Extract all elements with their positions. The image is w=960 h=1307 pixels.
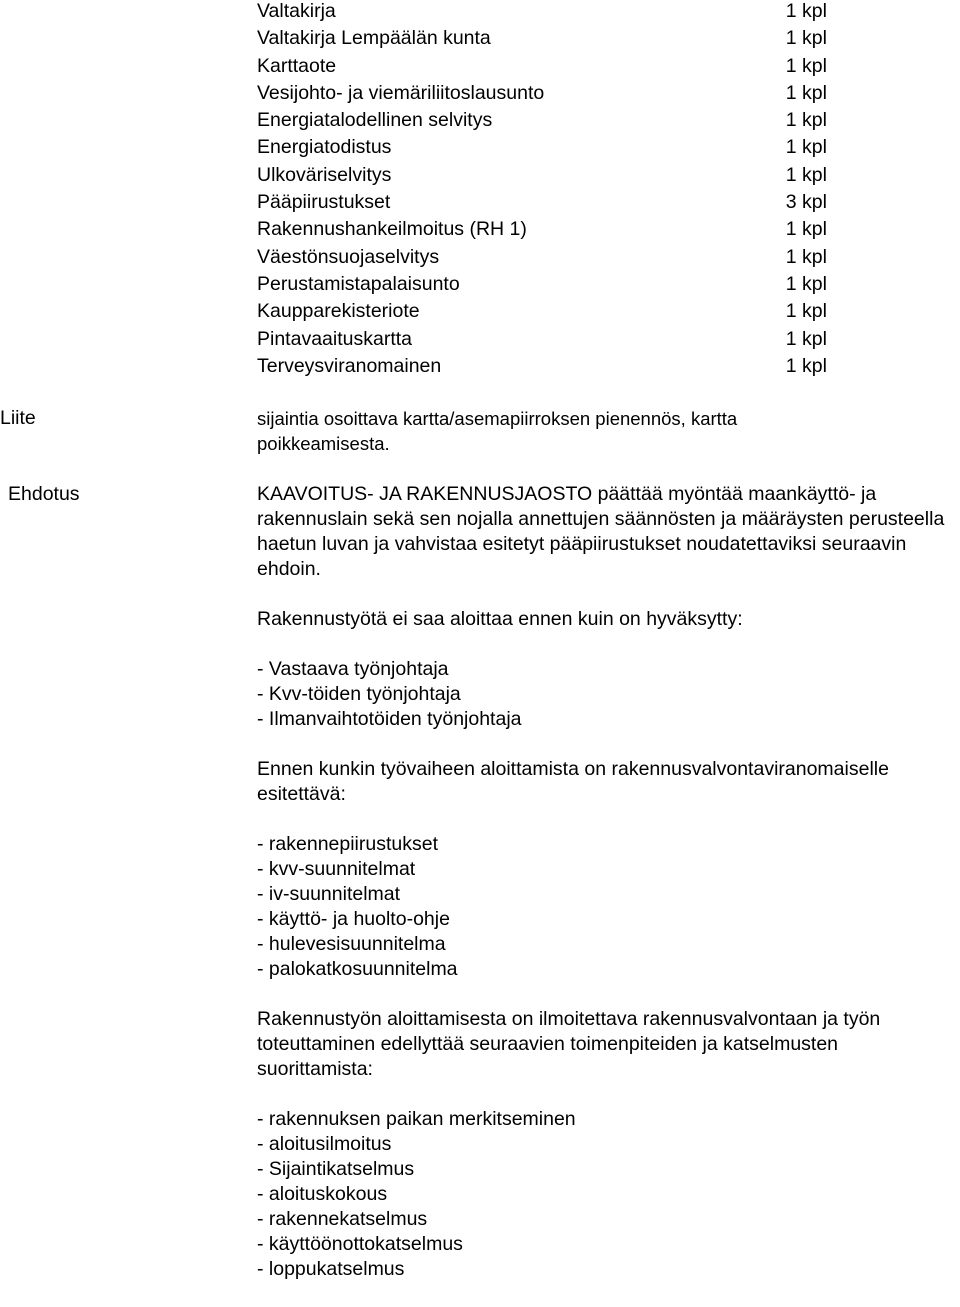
liite-text: sijaintia osoittava kartta/asemapiirroksen pienennös, kartta poikkeamisesta. [257,408,738,454]
attachment-name: Valtakirja Lempäälän kunta [257,27,491,50]
attachment-name: Karttaote [257,54,337,77]
list-item: - rakennepiirustukset [257,833,439,855]
attachment-row [257,353,827,380]
list-item: - aloituskokous [257,1183,388,1205]
attachment-row [257,244,827,271]
attachment-row [257,326,827,353]
attachment-quantity: 1 kpl [785,327,827,350]
attachment-row [257,189,827,216]
attachment-row [257,162,827,189]
attachment-quantity: 1 kpl [785,300,827,323]
attachment-quantity: 3 kpl [785,191,827,214]
plan-list [257,832,957,982]
supervisor-list [257,657,957,732]
attachment-name: Perustamistapalaisunto [257,272,460,295]
attachment-name: Terveysviranomainen [257,354,442,377]
list-item: - aloitusilmoitus [257,1133,392,1155]
decision-paragraph: KAAVOITUS- JA RAKENNUSJAOSTO päättää myöntää maankäyttö- ja rakennuslain sekä sen nojalla annettujen säännösten ja määräysten perusteella haetun luvan ja vahvistaa esitetyt pääpiirustukset noudatettaviksi seuraavin ehdoin. [257,483,945,580]
attachment-row [257,53,827,80]
attachment-row [257,271,827,298]
liite-label: Liite [0,407,36,429]
attachment-quantity: 1 kpl [785,136,827,159]
attachment-quantity: 1 kpl [785,109,827,132]
attachment-name: Energiatodistus [257,136,392,159]
attachment-name: Pintavaaituskartta [257,327,413,350]
attachment-quantity: 1 kpl [785,81,827,104]
list-item: - Kvv-töiden työnjohtaja [257,683,461,705]
attachment-quantity: 1 kpl [785,354,827,377]
list-item: - Sijaintikatselmus [257,1158,415,1180]
attachment-row [257,298,827,325]
attachment-name: Pääpiirustukset [257,191,391,214]
attachment-quantity: 1 kpl [785,27,827,50]
notification-paragraph: Rakennustyön aloittamisesta on ilmoitettava rakennusvalvontaan ja työn toteuttaminen edellyttää seuraavien toimenpiteiden ja katselmusten suorittamista: [257,1008,881,1080]
attachment-row [257,134,827,161]
list-item: - käyttöönottokatselmus [257,1233,463,1255]
attachment-name: Kaupparekisteriote [257,300,420,323]
attachment-name: Vesijohto- ja viemäriliitoslausunto [257,81,545,104]
attachment-quantity: 1 kpl [785,218,827,241]
proposal-body [257,482,957,1307]
attachment-name: Energiatalodellinen selvitys [257,109,493,132]
list-item: - kvv-suunnitelmat [257,858,416,880]
attachment-row [257,216,827,243]
attachment-quantity: 1 kpl [785,54,827,77]
ehdotus-label: Ehdotus [8,483,80,505]
attachment-quantity: 1 kpl [785,245,827,268]
list-item: - loppukatselmus [257,1258,405,1280]
list-item: - Ilmanvaihtotöiden työnjohtaja [257,708,522,730]
attachment-name: Valtakirja [257,0,336,22]
attachment-list [257,0,827,380]
attachment-row [257,107,827,134]
list-item: - palokatkosuunnitelma [257,958,458,980]
list-item: - iv-suunnitelmat [257,883,401,905]
attachment-row [257,25,827,52]
attachment-name: Rakennushankeilmoitus (RH 1) [257,218,527,241]
inspection-list [257,1107,957,1282]
attachment-quantity: 1 kpl [785,272,827,295]
attachment-name: Ulkoväriselvitys [257,163,392,186]
attachment-quantity: 1 kpl [785,163,827,186]
list-item: - käyttö- ja huolto-ohje [257,908,450,930]
list-item: - rakennuksen paikan merkitseminen [257,1108,576,1130]
list-item: - Vastaava työnjohtaja [257,658,449,680]
start-condition-paragraph: Rakennustyötä ei saa aloittaa ennen kuin on hyväksytty: [257,608,743,630]
attachment-row [257,80,827,107]
attachment-row [257,0,827,25]
attachment-quantity: 1 kpl [785,0,827,22]
presentation-paragraph: Ennen kunkin työvaiheen aloittamista on rakennusvalvontaviranomaiselle esitettävä: [257,758,889,805]
attachment-name: Väestönsuojaselvitys [257,245,440,268]
list-item: - rakennekatselmus [257,1208,428,1230]
list-item: - hulevesisuunnitelma [257,933,446,955]
